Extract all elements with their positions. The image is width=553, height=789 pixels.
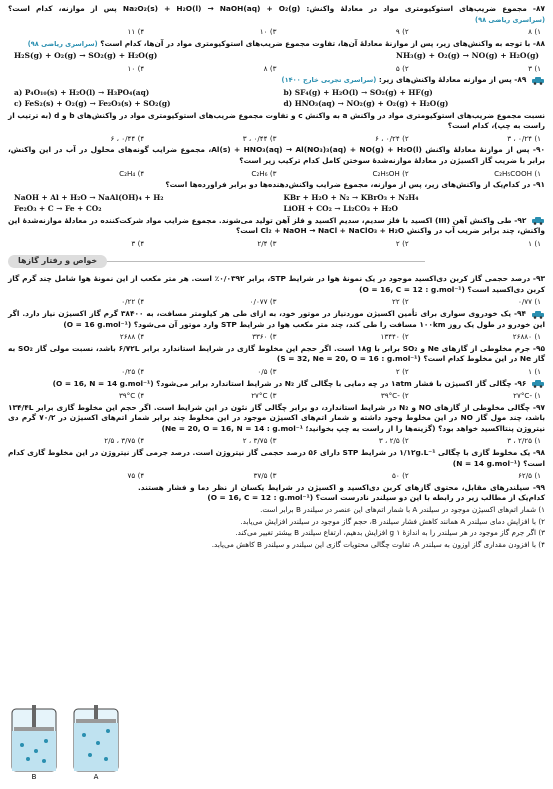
question-89 <box>8 75 545 143</box>
option[interactable]: ۴) ۰/۲۵ <box>121 366 145 376</box>
question-94 <box>8 309 545 342</box>
section-header <box>8 254 545 268</box>
cylinder-b <box>12 705 56 771</box>
options-99 <box>138 504 545 550</box>
option[interactable]: ۴) ۱۰ <box>127 63 145 73</box>
question-87-text: ۸۷- مجموع ضریب‌های استوکیومتری مواد در معادلهٔ واکنش: Na₂O₂(s) + H₂O(l) → NaOH(aq) + O₂(g) پس از موازنه، کدام است؟ (سراسری ریاضی ۹۸) <box>8 4 545 24</box>
option[interactable]: ۲) ۵۰ <box>392 471 409 481</box>
options-89 <box>12 134 541 144</box>
option[interactable]: ۴) ۲۶۸۸ <box>119 332 145 342</box>
option[interactable]: ۱) شمار اتم‌های اکسیژن موجود در سیلندر A با شمار اتم‌های این عنصر در سیلندر B برابر است. <box>260 504 545 514</box>
option[interactable]: ۴) C₂H₄ <box>119 168 145 178</box>
option[interactable]: ۱) ۲۶۸۸۰ <box>512 332 541 342</box>
equation-option[interactable]: LiOH + CO₂ → Li₂CO₃ + H₂O <box>283 203 398 213</box>
option[interactable]: ۱) ۰/۷۷ <box>518 297 541 307</box>
option[interactable]: ۲) -۳۹°C <box>380 391 409 401</box>
question-95-text: ۹۵- جرم مخلوطی از گازهای Ne و SO₂ برابر با ۱۸g است. اگر حجم این مخلوط گازی در شرایط استاندارد برابر ۶/۷۲L باشد، نسبت مولی گاز SO₂ به گاز Ne در این مخلوط کدام است؟ (S = 32, Ne = 20, O = 16 : g.mol⁻¹) <box>8 343 545 364</box>
car-icon <box>531 76 545 85</box>
option[interactable]: ۲) با افزایش دمای سیلندر A همانند کاهش فشار سیلندر B، حجم گاز موجود در سیلندر افزایش می‌یابد. <box>240 516 545 526</box>
equations-89 <box>14 88 539 109</box>
option[interactable]: ۱) ۲/۲۵ ، ۳ <box>507 436 541 446</box>
option[interactable]: ۲) ۲/۵ ، ۳ <box>378 436 409 446</box>
option[interactable]: ۲) ۲ <box>395 366 409 376</box>
question-96 <box>8 379 545 401</box>
option[interactable]: ۱) ۳ <box>528 63 541 73</box>
option[interactable]: ۴) با افزودن مقداری گاز اوزون به سیلندر A، تفاوت چگالی محتویات گازی این سیلندر و سیلندر B کاهش می‌یابد. <box>211 539 545 549</box>
car-icon <box>531 216 545 225</box>
question-87 <box>8 4 545 37</box>
equation-a: a) P₄O₁₀(s) + H₂O(l) → H₃PO₄(aq) <box>14 87 150 97</box>
options-98 <box>12 471 541 481</box>
question-89-text: ۸۹- پس از موازنه معادلهٔ واکنش‌های زیر: (سراسری تجربی خارج ۱۴۰۰) <box>8 75 545 86</box>
equation-b: b) SF₄(g) + H₂O(l) → SO₂(g) + HF(g) <box>283 87 433 97</box>
cylinder-a-label: A <box>93 773 99 781</box>
option[interactable]: ۳) ۲۷°C <box>251 391 277 401</box>
question-91-text: ۹۱- در کدام‌یک از واکنش‌های زیر، پس از موازنه، مجموع ضرایب واکنش‌دهنده‌ها دو برابر فراورده‌ها است؟ <box>165 180 545 190</box>
question-88 <box>8 39 545 73</box>
section-title: خواص و رفتار گازها <box>8 255 107 268</box>
option[interactable]: ۱) ۱ <box>528 238 541 248</box>
option[interactable]: ۳) ۰/۰۷۷ <box>249 297 277 307</box>
equation-d: d) HNO₃(aq) → NO₂(g) + O₂(g) + H₂O(g) <box>283 98 449 108</box>
equation-option[interactable]: Fe₂O₃ + C → Fe + CO₂ <box>14 203 102 213</box>
car-icon <box>531 379 545 388</box>
options-97 <box>12 436 541 446</box>
options-94 <box>12 332 541 342</box>
option[interactable]: ۲) C₂H₅OH <box>372 168 409 178</box>
question-98-text: ۹۸- یک مخلوط گازی با چگالی ۱/۱۲g.L⁻¹ در شرایط STP دارای ۵۶ درصد حجمی گاز نیتروژن است. درصد جرمی گاز نیتروژن در این مخلوط گازی کدام است؟ (N = 14 g.mol⁻¹) <box>8 448 545 468</box>
question-98 <box>8 448 545 481</box>
option[interactable]: ۲) ۲۲ <box>392 297 409 307</box>
option[interactable]: ۱) ۶۲/۵ <box>518 471 541 481</box>
option[interactable]: ۱) -۲۷°C <box>513 391 541 401</box>
option[interactable]: ۲) ۱۳۴۴۰ <box>380 332 409 342</box>
question-88-text: ۸۸- با توجه به واکنش‌های زیر، پس از موازنهٔ معادلهٔ آن‌ها، تفاوت مجموع ضریب‌های استوکیومتری مواد در آن‌ها، کدام است؟ (سراسری ریاضی ۹۸) <box>27 38 545 48</box>
option[interactable]: ۳) ۱۰ <box>259 27 277 37</box>
question-89-text2: نسبت مجموع ضریب‌های استوکیومتری مواد در واکنش a به واکنش c و تفاوت مجموع ضریب‌های استوکیومتری مواد در واکنش‌های b و d (به ترتیب از راست به چپ)، کدام است؟ <box>8 110 545 131</box>
question-90 <box>8 145 545 178</box>
option[interactable]: ۴) ۳ <box>131 238 145 248</box>
option[interactable]: ۳) ۳/۷۵ ، ۲ <box>242 436 277 446</box>
option[interactable]: ۳) ۰/۵ <box>257 366 277 376</box>
equation-option[interactable]: KBr + H₂O + N₂ → KBrO₃ + N₂H₄ <box>283 192 419 202</box>
equations-88 <box>14 51 539 61</box>
question-93-text: ۹۳- درصد حجمی گاز کربن دی‌اکسید موجود در یک نمونهٔ هوا در شرایط STP، برابر ۰/۰۳۹۲٪ است. هر متر مکعب از این نمونهٔ هوا شامل چند گرم گاز کربن دی‌اکسید است؟ (O = 16, C = 12 : g.mol⁻¹) <box>8 274 546 294</box>
option[interactable]: ۳) ۸ <box>263 63 277 73</box>
option[interactable]: ۳) ۲/۴ <box>257 238 277 248</box>
options-96 <box>12 391 541 401</box>
source-tag: (سراسری ریاضی ۹۸) <box>27 39 98 48</box>
source-tag: (سراسری تجربی خارج ۱۴۰۰) <box>281 76 377 85</box>
question-92-text: ۹۲- طی واکنش آهن (III) اکسید با فلز سدیم، سدیم اکسید و فلز آهن تولید می‌شوند. مجموع ضرایب مواد شرکت‌کننده در معادلهٔ موازنه‌شدهٔ این واکنش، چند برابر ضریب آب در واکنش Cl₂ + NaOH → NaCl + NaClO₃ + H₂O است؟ <box>8 215 545 236</box>
equation-option[interactable]: NaOH + Al + H₂O → NaAl(OH)₄ + H₂ <box>14 192 164 202</box>
option[interactable]: ۱) ۸ <box>528 27 541 37</box>
option[interactable]: ۴) ۳/۷۵ ، ۲/۵ <box>104 436 145 446</box>
options-92 <box>12 239 541 249</box>
question-99-text: ۹۹- سیلندرهای مقابل، محتوی گازهای کربن دی‌اکسید و اکسیژن در شرایط یکسان از نظر دما و فشار هستند. کدام‌یک از مطالب زیر در رابطه با این دو سیلندر نادرست است؟ (O = 16, C = 12 : g.mol⁻¹) <box>138 482 545 503</box>
question-93 <box>8 274 545 307</box>
option[interactable]: ۲) ۰/۲۴ ، ۶ <box>375 133 409 143</box>
question-90-text: ۹۰- پس از موازنهٔ معادلهٔ واکنش Al(s) + HNO₃(aq) → Al(NO₃)₃(aq) + NO(g) + H₂O(l)، مجموع ضرایب گونه‌های محلول در آب در این واکنش، برابر با ضریب گاز اکسیژن در معادلهٔ موازنه‌شدهٔ سوختن کامل کدام ترکیب زیر است؟ <box>8 145 545 165</box>
option[interactable]: ۴) ۰/۲۲ <box>121 297 145 307</box>
question-92 <box>8 216 545 249</box>
question-96-text: ۹۶- چگالی گاز اکسیژن با فشار ۱atm در چه دمایی با چگالی گاز N₂ در شرایط استاندارد برابر می‌شود؟ (O = 16, N = 14 g.mol⁻¹) <box>8 379 545 390</box>
equation: NH₃(g) + O₂(g) → NO(g) + H₂O(g) <box>396 51 539 61</box>
cylinders-figure <box>6 701 126 781</box>
question-97 <box>8 403 545 446</box>
option[interactable]: ۴) ۰/۴۴ ، ۶ <box>110 133 145 143</box>
option[interactable]: ۱) ۰/۲۴ ، ۳ <box>507 133 541 143</box>
option[interactable]: ۲) ۵ <box>395 63 409 73</box>
option[interactable]: ۳) C₂H₆ <box>251 168 277 178</box>
option[interactable]: ۳) اگر جرم گاز موجود در هر سیلندر را به اندازهٔ g ۱ افزایش بدهیم، ارتفاع سیلندر B بیشتر تغییر می‌کند. <box>235 528 545 538</box>
options-87 <box>12 27 541 37</box>
options-93 <box>12 297 541 307</box>
options-88 <box>12 64 541 74</box>
equation: H₂S(g) + O₂(g) → SO₂(g) + H₂O(g) <box>14 51 158 61</box>
question-91 <box>8 180 545 213</box>
question-99 <box>138 483 545 550</box>
option[interactable]: ۴) ۳۹°C <box>118 391 145 401</box>
cylinder-a <box>74 705 118 771</box>
equation-c: c) FeS₂(s) + O₂(g) → Fe₂O₃(s) + SO₂(g) <box>14 98 171 108</box>
options-95 <box>12 367 541 377</box>
car-icon <box>531 310 545 319</box>
equations-91 <box>14 193 539 214</box>
option[interactable]: ۳) ۳۷/۵ <box>253 471 277 481</box>
source-tag: (سراسری ریاضی ۹۸) <box>475 15 545 24</box>
option[interactable]: ۲) ۲ <box>395 238 409 248</box>
question-94-text: ۹۴- یک خودروی سواری برای تأمین اکسیژن موردنیاز در موتور خود، به ازای طی هر کیلومتر مسافت، به ۳۸۴۰۰ گرم گاز اکسیژن نیاز دارد. اگر این خودرو در طول یک روز ۱۰۰km مسافت را طی کند، چند متر مکعب هوا در شرایط STP وارد موتور آن می‌شود؟ (O = 16 g.mol⁻¹) <box>8 309 545 329</box>
option[interactable]: ۴) ۱۱ <box>127 27 145 37</box>
option[interactable]: ۱) ۱ <box>528 366 541 376</box>
question-97-text: ۹۷- چگالی مخلوطی از گازهای NO و N₂ در شرایط استاندارد، دو برابر چگالی گاز نئون در این شرایط است. اگر حجم این مخلوط گازی برابر ۱۳۴/۴L باشد، چند مول گاز NO در این مخلوط وجود داشته و شمار اتم‌های اکسیژن موجود در این مخلوط چند برابر شمار اتم‌های اکسیژن در ۷۰/۲ گرم دی نیتروژن پنتااکسید خواهد بود؟ (گزینه‌ها را از راست به چپ بخوانید؛ Ne = 20, O = 16, N = 14 : g.mol⁻¹) <box>8 402 545 433</box>
option[interactable]: ۳) ۰/۴۴ ، ۳ <box>242 133 277 143</box>
option[interactable]: ۴) ۷۵ <box>127 471 145 481</box>
option[interactable]: ۱) C₂H₅COOH <box>494 168 541 178</box>
question-95 <box>8 344 545 377</box>
option[interactable]: ۲) ۹ <box>395 27 409 37</box>
option[interactable]: ۳) ۳۳۶۰ <box>252 332 277 342</box>
cylinder-b-label: B <box>31 773 37 781</box>
options-90 <box>12 169 541 179</box>
